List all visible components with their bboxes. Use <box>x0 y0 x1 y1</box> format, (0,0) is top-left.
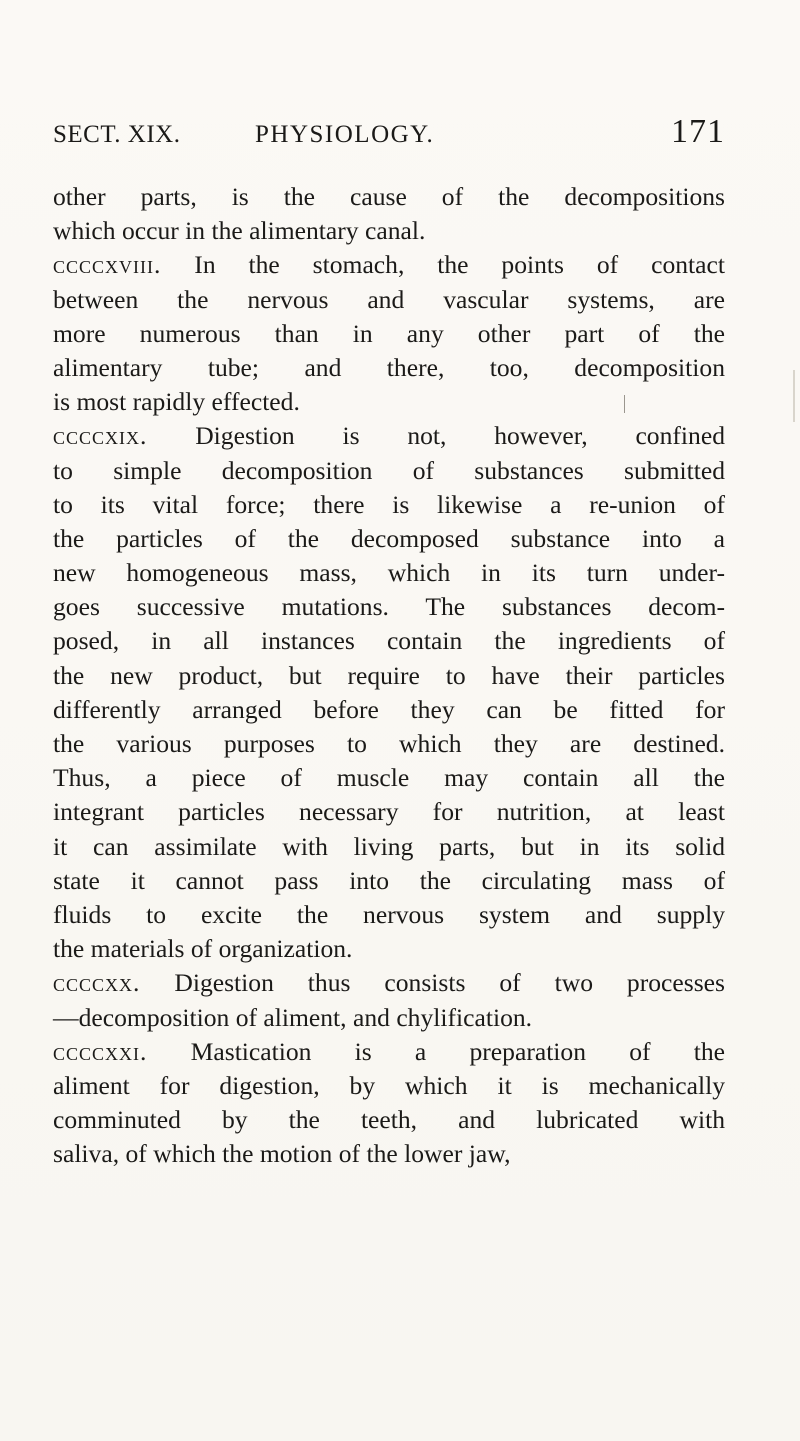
text-line <box>53 1069 725 1103</box>
line-text: to simple decomposition of substances submitted <box>53 455 725 485</box>
text-line <box>53 864 725 898</box>
line-text: which occur in the alimentary canal. <box>53 216 426 246</box>
paragraph-numeral: ccccxix. <box>53 421 148 451</box>
page-number: 171 <box>671 113 725 150</box>
section-label: SECT. XIX. <box>53 121 181 148</box>
paragraph-numeral: ccccxxi. <box>53 1036 148 1066</box>
text-line <box>53 317 725 351</box>
text-line <box>53 761 725 795</box>
line-text: integrant particles necessary for nutrition, at least <box>53 797 725 827</box>
line-text: other parts, is the cause of the decompositions <box>53 182 725 211</box>
text-line <box>53 795 725 829</box>
text-line <box>53 727 725 761</box>
line-text: is most rapidly effected. <box>53 387 300 417</box>
text-line <box>53 693 725 727</box>
line-text: more numerous than in any other part of the <box>53 318 725 348</box>
margin-shadow <box>793 370 795 422</box>
line-text: it can assimilate with living parts, but in its solid <box>53 831 725 861</box>
line-text: between the nervous and vascular systems, are <box>53 284 725 314</box>
text-line <box>53 830 725 864</box>
line-text: goes successive mutations. The substances decom- <box>53 592 725 622</box>
running-head <box>53 113 725 155</box>
body-text <box>53 180 725 1171</box>
text-line <box>53 488 725 522</box>
text-line <box>53 1035 725 1069</box>
text-line <box>53 180 725 214</box>
line-text: the new product, but require to have their particles <box>53 660 725 690</box>
line-text: saliva, of which the motion of the lower jaw, <box>53 1139 511 1169</box>
line-text: the particles of the decomposed substance into a <box>53 523 725 553</box>
text-line <box>53 590 725 624</box>
paragraph-numeral: ccccxx. <box>53 968 141 998</box>
text-line <box>53 283 725 317</box>
text-line <box>53 1001 725 1035</box>
line-text: Digestion is not, however, confined <box>147 421 725 451</box>
text-line <box>53 1103 725 1137</box>
line-text: Mastication is a preparation of the <box>147 1036 725 1066</box>
text-line <box>53 624 725 658</box>
text-line <box>53 522 725 556</box>
line-text: aliment for digestion, by which it is mechanically <box>53 1070 725 1100</box>
line-text: the various purposes to which they are destined. <box>53 729 725 758</box>
text-line <box>53 214 725 248</box>
line-text: the materials of organization. <box>53 934 353 964</box>
line-text: Thus, a piece of muscle may contain all the <box>53 763 725 793</box>
line-text: to its vital force; there is likewise a re-union of <box>53 489 725 519</box>
text-line <box>53 659 725 693</box>
line-text: —decomposition of aliment, and chylification. <box>53 1002 533 1032</box>
line-text: alimentary tube; and there, too, decomposition <box>53 352 725 382</box>
text-line <box>53 454 725 488</box>
line-text: Digestion thus consists of two processes <box>140 968 725 998</box>
text-line <box>53 351 725 385</box>
line-text: fluids to excite the nervous system and supply <box>53 899 725 929</box>
text-line <box>53 419 725 453</box>
paragraph-numeral: ccccxviii. <box>53 250 162 280</box>
line-text: In the stomach, the points of contact <box>161 250 725 280</box>
line-text: new homogeneous mass, which in its turn under- <box>53 558 725 588</box>
text-line <box>53 385 725 419</box>
text-line <box>53 248 725 282</box>
line-text: state it cannot pass into the circulating mass of <box>53 865 725 895</box>
running-title: PHYSIOLOGY. <box>255 121 435 148</box>
text-line <box>53 932 725 966</box>
text-line <box>53 1137 725 1171</box>
text-line <box>53 556 725 590</box>
line-text: comminuted by the teeth, and lubricated with <box>53 1105 725 1135</box>
text-line <box>53 898 725 932</box>
line-text: posed, in all instances contain the ingredients of <box>53 626 725 656</box>
line-text: differently arranged before they can be fitted for <box>53 694 725 724</box>
text-line <box>53 966 725 1000</box>
